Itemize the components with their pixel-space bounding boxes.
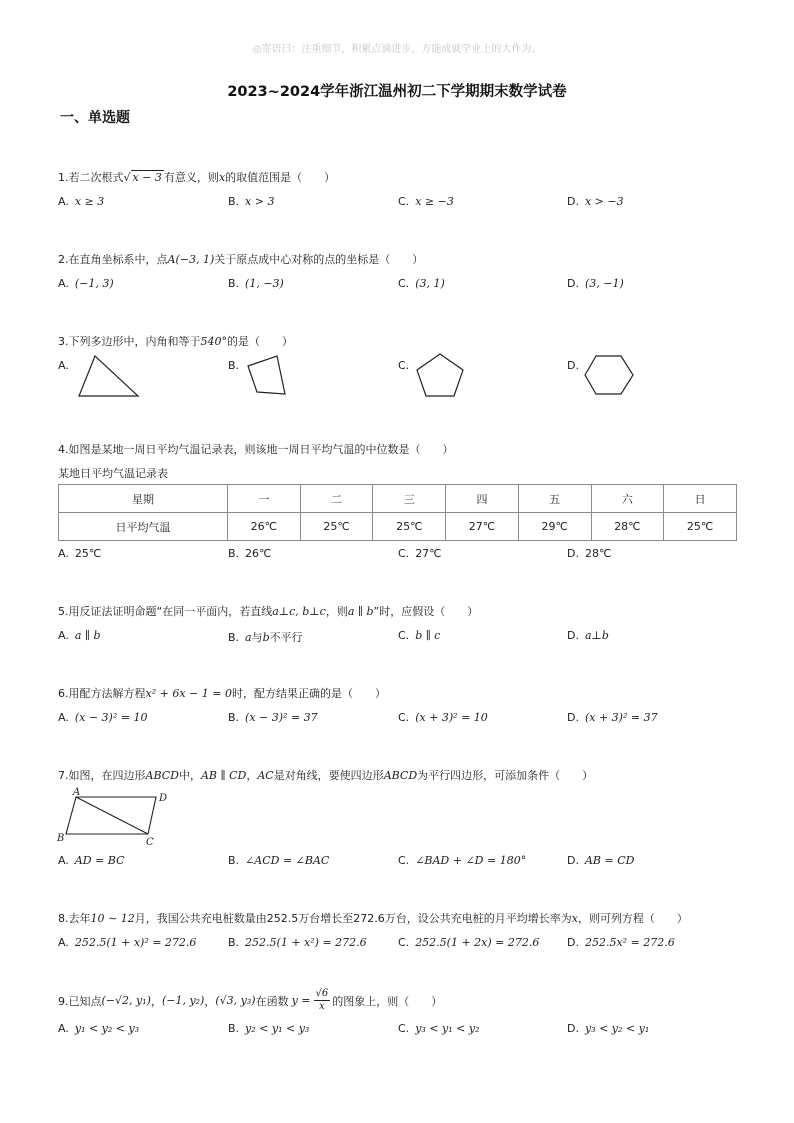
table-row xyxy=(59,513,737,541)
option-label: C. xyxy=(398,629,410,642)
q5-option-c[interactable] xyxy=(398,629,440,642)
table-cell: 三 xyxy=(373,485,446,513)
q9-fraction-denominator: x xyxy=(319,1001,325,1012)
option-label: A. xyxy=(58,547,69,560)
option-label: C. xyxy=(398,936,410,949)
q5-text-a: 5.用反证法证明命题“在同一平面内，若直线 xyxy=(58,605,273,618)
question-6 xyxy=(58,685,386,701)
option-label: D. xyxy=(567,936,579,949)
option-value: 25℃ xyxy=(74,547,102,560)
q2-option-d[interactable] xyxy=(567,277,624,290)
q8-months: 10 ∼ 12 xyxy=(90,912,135,925)
q9-fraction-numerator: √6 xyxy=(315,988,329,999)
q3-text-a: 3.下列多边形中，内角和等于 xyxy=(58,335,201,348)
q7-option-c[interactable] xyxy=(398,854,526,867)
q3-option-a[interactable] xyxy=(58,359,69,372)
option-value: (x − 3)² = 10 xyxy=(74,711,148,724)
option-label: B. xyxy=(228,547,240,560)
q5-option-b[interactable] xyxy=(228,629,303,645)
option-value: 252.5x² = 272.6 xyxy=(584,936,675,949)
q5-rel1: a⊥c, b⊥c xyxy=(272,605,326,618)
q7-text-e: 为平行四边形，可添加条件（ ） xyxy=(417,769,594,782)
option-value: (x + 3)² = 10 xyxy=(415,711,488,724)
q5-text-b: ，则 xyxy=(325,605,348,618)
q2-option-b[interactable] xyxy=(228,277,284,290)
option-value: x > 3 xyxy=(245,195,275,208)
option-value: AD = BC xyxy=(74,854,125,867)
option-value: (1, −3) xyxy=(245,277,284,290)
option-text: 不平行 xyxy=(269,631,303,644)
q2-text-a: 2.在直角坐标系中，点 xyxy=(58,253,168,266)
q8-option-b[interactable] xyxy=(228,936,367,949)
table-cell: 25℃ xyxy=(300,513,373,541)
q6-text-b: 时，配方结果正确的是（ ） xyxy=(231,687,386,700)
q9-sep: ， xyxy=(150,994,162,1008)
table-cell: 二 xyxy=(300,485,373,513)
q8-text-b: 月，我国公共充电桩数量由 xyxy=(134,912,267,925)
option-value: 28℃ xyxy=(584,547,612,560)
temperature-table xyxy=(58,484,737,541)
table-cell: 25℃ xyxy=(664,513,737,541)
option-value: a ∥ b xyxy=(74,629,101,642)
q9-text-c: 的图象上，则（ ） xyxy=(332,994,443,1008)
option-label: A. xyxy=(58,1022,69,1035)
option-label: B. xyxy=(228,631,240,644)
table-cell: 一 xyxy=(228,485,301,513)
option-value: 252.5(1 + x)² = 272.6 xyxy=(74,936,197,949)
option-value: (3, 1) xyxy=(415,277,445,290)
q5-option-a[interactable] xyxy=(58,629,101,642)
triangle-shape xyxy=(79,356,138,396)
quadrilateral-shape xyxy=(248,356,285,394)
section-heading: 一、单选题 xyxy=(60,110,130,126)
option-value: a⊥b xyxy=(584,629,609,642)
option-value: AB = CD xyxy=(584,854,635,867)
q3-text-b: 的是（ ） xyxy=(227,335,293,348)
q7-text-b: 中， xyxy=(178,769,201,782)
q7-text-d: 是对角线，要使四边形 xyxy=(273,769,384,782)
question-1 xyxy=(58,169,335,185)
option-value: 27℃ xyxy=(415,547,442,560)
q8-text-a: 8.去年 xyxy=(58,912,91,925)
option-label: A. xyxy=(58,936,69,949)
option-value: y₃ < y₂ < y₁ xyxy=(584,1022,650,1035)
q1-text-b: 有意义，则 xyxy=(163,171,219,184)
question-5 xyxy=(58,603,478,619)
question-7 xyxy=(58,767,593,783)
table-cell: 25℃ xyxy=(373,513,446,541)
q8-from: 252.5 xyxy=(266,912,299,925)
q1-option-c[interactable] xyxy=(398,195,454,208)
option-value: b ∥ c xyxy=(415,629,441,642)
q9-point-2: (−1, y₂) xyxy=(161,994,205,1007)
option-value: 252.5(1 + 2x) = 272.6 xyxy=(415,936,540,949)
q6-option-c[interactable] xyxy=(398,711,488,724)
q1-text-a: 1.若二次根式 xyxy=(58,171,124,184)
q5-rel2: a ∥ b xyxy=(347,605,374,618)
option-value: ∠ACD = ∠BAC xyxy=(245,854,330,867)
q5-text-c: ”时，应假设（ ） xyxy=(373,605,479,618)
vertex-label-d: D xyxy=(159,793,168,804)
vertex-label-a: A xyxy=(73,787,81,798)
question-2 xyxy=(58,251,423,267)
option-label: A. xyxy=(58,195,69,208)
option-label: C. xyxy=(398,359,410,372)
option-label: D. xyxy=(567,711,579,724)
question-8 xyxy=(58,910,688,926)
q8-text-d: 万台，设公共充电桩的月平均增长率为 xyxy=(384,912,572,925)
q9-option-c[interactable] xyxy=(398,1022,479,1035)
option-value: (x − 3)² = 37 xyxy=(245,711,318,724)
table-cell: 29℃ xyxy=(518,513,591,541)
table-cell: 日 xyxy=(664,485,737,513)
q3-option-b[interactable] xyxy=(228,359,239,372)
q9-text-a: 9.已知点 xyxy=(58,994,102,1008)
option-var-b: b xyxy=(262,631,270,644)
pentagon-figure xyxy=(413,352,469,402)
q1-option-a[interactable] xyxy=(58,195,104,208)
q9-func-lhs: y = xyxy=(291,994,311,1007)
q7-quad2: ABCD xyxy=(383,769,418,782)
q2-option-a[interactable] xyxy=(58,277,114,290)
hexagon-shape xyxy=(585,356,633,394)
motto-text: ◎寄语曰：注重细节，积累点滴进步，方能成就学业上的大作为。 xyxy=(252,44,542,55)
option-value: 26℃ xyxy=(245,547,272,560)
option-label: B. xyxy=(228,359,240,372)
q9-fraction xyxy=(314,988,331,1013)
option-label: D. xyxy=(567,195,579,208)
question-9 xyxy=(58,988,442,1013)
option-label: D. xyxy=(567,547,579,560)
q7-option-d[interactable] xyxy=(567,854,634,867)
q9-option-a[interactable] xyxy=(58,1022,139,1035)
q4-option-a[interactable] xyxy=(58,547,101,560)
table-cell: 27℃ xyxy=(446,513,519,541)
option-label: C. xyxy=(398,277,410,290)
q9-text-b: 在函数 xyxy=(255,994,289,1008)
option-label: C. xyxy=(398,1022,410,1035)
q6-text-a: 6.用配方法解方程 xyxy=(58,687,146,700)
question-3 xyxy=(58,333,293,349)
vertex-label-c: C xyxy=(146,837,154,848)
page-title: 2023~2024学年浙江温州初二下学期期末数学试卷 xyxy=(227,84,567,100)
q1-option-d[interactable] xyxy=(567,195,624,208)
q7-diag: AC xyxy=(257,769,274,782)
table-cell: 星期 xyxy=(59,485,228,513)
option-label: B. xyxy=(228,854,240,867)
table-cell: 六 xyxy=(591,485,664,513)
option-label: D. xyxy=(567,359,579,372)
option-value: x > −3 xyxy=(584,195,624,208)
option-label: C. xyxy=(398,711,410,724)
option-value: y₂ < y₁ < y₃ xyxy=(245,1022,310,1035)
q9-point-3: (√3, y₃) xyxy=(215,994,256,1007)
q7-cond: AB ∥ CD xyxy=(200,769,247,782)
table-cell: 26℃ xyxy=(228,513,301,541)
q6-equation: x² + 6x − 1 = 0 xyxy=(145,687,232,700)
option-label: B. xyxy=(228,277,240,290)
q2-text-b: 关于原点成中心对称的点的坐标是（ ） xyxy=(214,253,424,266)
option-label: B. xyxy=(228,195,240,208)
q1-var: x xyxy=(218,171,226,184)
option-label: D. xyxy=(567,854,579,867)
q8-text-c: 万台增长至 xyxy=(298,912,354,925)
q8-text-e: ，则可列方程（ ） xyxy=(577,912,688,925)
q4-option-b[interactable] xyxy=(228,547,271,560)
option-label: C. xyxy=(398,547,410,560)
sqrt-symbol: √ xyxy=(123,171,131,184)
diagonal-ac xyxy=(76,797,148,834)
option-label: B. xyxy=(228,1022,240,1035)
option-label: A. xyxy=(58,629,69,642)
option-text: 与 xyxy=(251,631,263,644)
option-var-a: a xyxy=(245,631,252,644)
option-label: D. xyxy=(567,1022,579,1035)
table-cell: 28℃ xyxy=(591,513,664,541)
option-label: A. xyxy=(58,854,69,867)
option-value: (−1, 3) xyxy=(74,277,114,290)
q7-quad: ABCD xyxy=(145,769,179,782)
q2-point: A(−3, 1) xyxy=(167,253,215,266)
q6-option-b[interactable] xyxy=(228,711,318,724)
quadrilateral-abcd-figure xyxy=(56,786,176,848)
table-cell: 四 xyxy=(446,485,519,513)
q7-text-c: ， xyxy=(246,769,258,782)
option-label: A. xyxy=(58,711,69,724)
option-value: (x + 3)² = 37 xyxy=(584,711,658,724)
q9-point-1: (−√2, y₁) xyxy=(101,994,151,1007)
option-label: B. xyxy=(228,711,240,724)
q6-option-a[interactable] xyxy=(58,711,147,724)
table-caption: 某地日平均气温记录表 xyxy=(58,467,168,480)
q8-var: x xyxy=(571,912,578,925)
q8-option-c[interactable] xyxy=(398,936,539,949)
option-label: C. xyxy=(398,195,410,208)
option-label: A. xyxy=(58,277,69,290)
vertex-label-b: B xyxy=(57,833,65,844)
q2-option-c[interactable] xyxy=(398,277,445,290)
triangle-figure xyxy=(75,354,145,399)
option-label: D. xyxy=(567,629,579,642)
option-value: 252.5(1 + x²) = 272.6 xyxy=(245,936,367,949)
q3-option-c[interactable] xyxy=(398,359,409,372)
q7-option-a[interactable] xyxy=(58,854,125,867)
q5-option-d[interactable] xyxy=(567,629,609,642)
q1-option-b[interactable] xyxy=(228,195,274,208)
q9-option-b[interactable] xyxy=(228,1022,309,1035)
question-4: 4.如图是某地一周日平均气温记录表，则该地一周日平均气温的中位数是（ ） xyxy=(58,443,454,456)
option-value: y₃ < y₁ < y₂ xyxy=(415,1022,480,1035)
pentagon-shape xyxy=(417,354,463,396)
q9-option-d[interactable] xyxy=(567,1022,649,1035)
option-label: C. xyxy=(398,854,410,867)
q8-option-d[interactable] xyxy=(567,936,675,949)
table-header-row xyxy=(59,485,737,513)
option-label: B. xyxy=(228,936,240,949)
option-value: y₁ < y₂ < y₃ xyxy=(74,1022,140,1035)
q7-option-b[interactable] xyxy=(228,854,329,867)
option-value: x ≥ 3 xyxy=(74,195,105,208)
option-value: x ≥ −3 xyxy=(415,195,454,208)
q1-radicand: x − 3 xyxy=(132,171,162,184)
q4-option-c[interactable] xyxy=(398,547,442,560)
hexagon-figure xyxy=(584,354,636,398)
q8-option-a[interactable] xyxy=(58,936,196,949)
q8-to: 272.6 xyxy=(353,912,385,925)
option-value: (3, −1) xyxy=(584,277,624,290)
q3-option-d[interactable] xyxy=(567,359,579,372)
table-cell: 日平均气温 xyxy=(59,513,228,541)
q6-option-d[interactable] xyxy=(567,711,658,724)
q3-angle: 540° xyxy=(200,335,227,348)
q4-option-d[interactable] xyxy=(567,547,611,560)
option-value: ∠BAD + ∠D = 180° xyxy=(415,854,527,867)
q7-text-a: 7.如图，在四边形 xyxy=(58,769,146,782)
quadrilateral-figure xyxy=(245,354,295,399)
q1-text-c: 的取值范围是（ ） xyxy=(225,171,336,184)
option-label: D. xyxy=(567,277,579,290)
q9-sep: ， xyxy=(204,994,216,1008)
table-cell: 五 xyxy=(518,485,591,513)
option-label: A. xyxy=(58,359,69,372)
